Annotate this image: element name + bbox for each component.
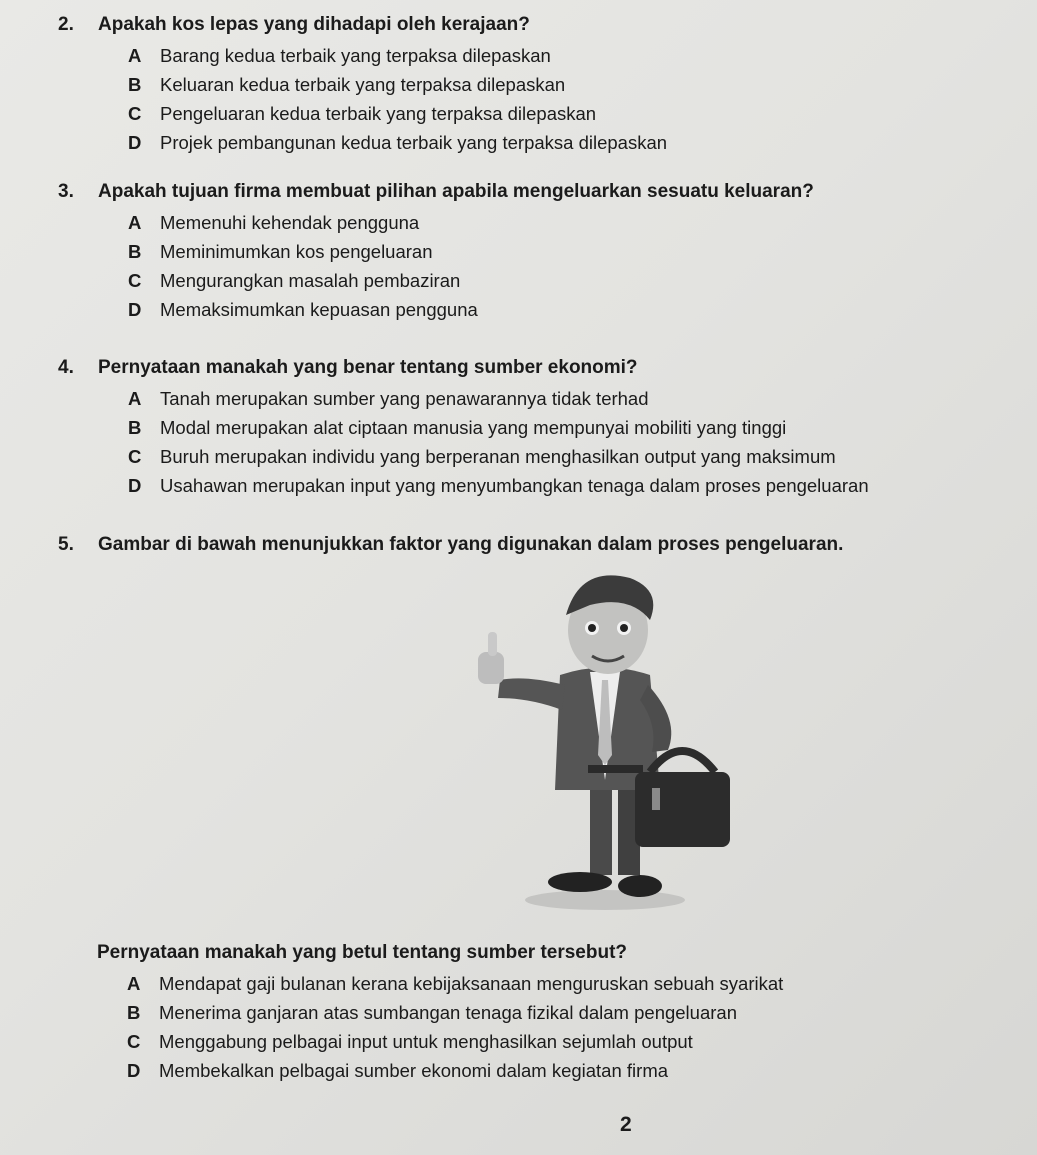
option-text: Projek pembangunan kedua terbaik yang terpaksa dilepaskan [160,131,668,153]
bag-buckle [652,788,660,810]
option-letter: C [128,269,142,291]
question-number: 2. [58,14,74,35]
option-text: Tanah merupakan sumber yang penawarannya tidak terhad [160,387,649,409]
option-letter: A [128,387,142,409]
option-letter: B [128,416,142,438]
option-text: Memenuhi kehendak pengguna [160,211,420,233]
option-text: Mendapat gaji bulanan kerana kebijaksanaan menguruskan sebuah syarikat [159,972,784,994]
option-text: Usahawan merupakan input yang menyumbangkan tenaga dalam proses pengeluaran [160,474,869,496]
option-letter: B [127,1001,141,1023]
options-list [128,208,814,324]
question-text: Pernyataan manakah yang betul tentang sumber tersebut? [97,942,628,963]
option-d[interactable] [128,471,869,500]
bag [635,772,730,847]
question-text: Apakah tujuan firma membuat pilihan apabila mengeluarkan sesuatu keluaran? [98,181,814,202]
question-text: Gambar di bawah menunjukkan faktor yang digunakan dalam proses pengeluaran. [98,534,844,555]
option-text: Mengurangkan masalah pembaziran [160,269,461,291]
question-3 [58,181,814,324]
option-letter: B [128,73,142,95]
belt [588,765,643,773]
option-a[interactable] [128,41,667,70]
option-d[interactable] [128,128,667,157]
option-a[interactable] [127,969,783,998]
option-b[interactable] [128,413,869,442]
question-number: 5. [58,534,74,555]
bag-handle [650,751,715,772]
option-text: Buruh merupakan individu yang berperanan menghasilkan output yang maksimum [160,445,836,467]
option-d[interactable] [128,295,814,324]
question-text: Pernyataan manakah yang benar tentang sumber ekonomi? [98,357,638,378]
option-c[interactable] [128,442,869,471]
option-text: Meminimumkan kos pengeluaran [160,240,433,262]
option-c[interactable] [128,266,814,295]
right-pupil [620,624,628,632]
question-5 [58,534,843,556]
option-letter: A [128,44,142,66]
question-text: Apakah kos lepas yang dihadapi oleh kerajaan? [98,14,530,35]
question-number: 4. [58,357,74,378]
option-a[interactable] [128,208,814,237]
shadow [525,890,685,910]
option-text: Pengeluaran kedua terbaik yang terpaksa dilepaskan [160,102,597,124]
option-c[interactable] [127,1027,783,1056]
question-number: 3. [58,181,74,202]
raised-arm [498,678,565,710]
question-5-prompt [97,942,783,1085]
options-list [128,41,667,157]
question-2 [58,14,667,157]
option-text: Membekalkan pelbagai sumber ekonomi dalam kegiatan firma [159,1059,669,1081]
option-b[interactable] [128,70,667,99]
option-text: Memaksimumkan kepuasan pengguna [160,298,478,320]
right-shoe [618,875,662,897]
option-text: Menggabung pelbagai input untuk menghasilkan sejumlah output [159,1030,693,1052]
option-letter: A [128,211,142,233]
left-shoe [548,872,612,892]
option-text: Menerima ganjaran atas sumbangan tenaga fizikal dalam pengeluaran [159,1001,737,1023]
option-text: Keluaran kedua terbaik yang terpaksa dilepaskan [160,73,566,95]
option-b[interactable] [127,998,783,1027]
option-b[interactable] [128,237,814,266]
option-letter: C [128,445,142,467]
question-4 [58,357,869,500]
businessman-illustration [430,560,760,920]
option-letter: D [128,131,142,153]
option-d[interactable] [127,1056,783,1085]
option-text: Modal merupakan alat ciptaan manusia yang mempunyai mobiliti yang tinggi [160,416,787,438]
page-number: 2 [620,1113,632,1136]
left-pupil [588,624,596,632]
options-list [128,384,869,500]
option-a[interactable] [128,384,869,413]
option-letter: D [128,474,142,496]
option-letter: C [127,1030,141,1052]
option-letter: D [128,298,142,320]
option-c[interactable] [128,99,667,128]
thumbs-up-hand [478,652,504,684]
options-list [127,969,783,1085]
option-letter: C [128,102,142,124]
option-letter: A [127,972,141,994]
option-letter: D [127,1059,141,1081]
thumb [488,632,497,656]
option-letter: B [128,240,142,262]
option-text: Barang kedua terbaik yang terpaksa dilepaskan [160,44,551,66]
